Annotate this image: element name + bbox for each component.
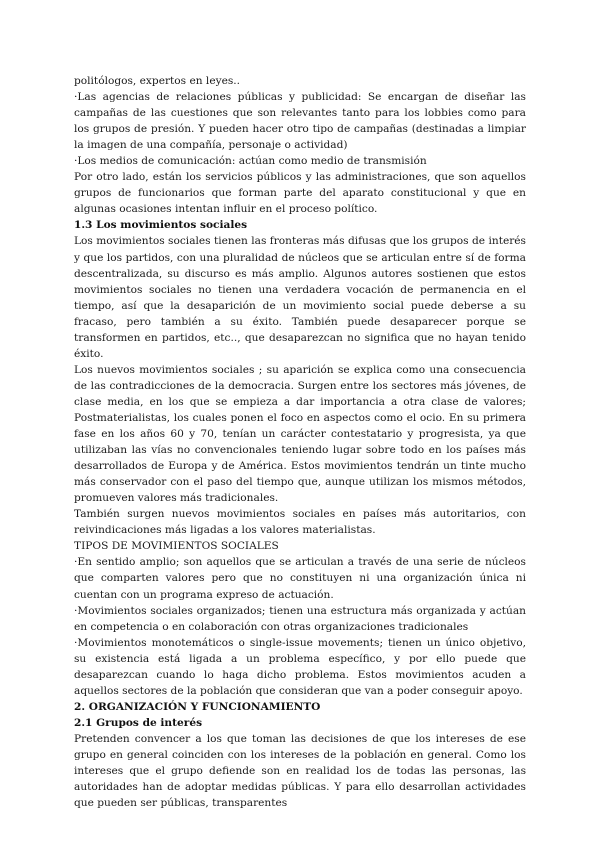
paragraph: ·Las agencias de relaciones públicas y publicidad: Se encargan de diseñar las campañas de las cuestiones que son relevantes tanto para los lobbies como para los grupos de presión. Y pueden hacer otro tipo de campañas (destinadas a limpiar la imagen de una compañía, personaje o actividad): [74, 91, 526, 152]
paragraph: Los nuevos movimientos sociales ; su aparición se explica como una consecuencia de las contradicciones de la democracia. Surgen entre los sectores más jóvenes, de clase media, en los que se empieza a dar importancia a otra clase de valores; Postmaterialistas, los cuales ponen el foco en aspectos como el ocio. En su primera fase en los años 60 y 70, tenían un carácter contestatario y progresista, ya que utilizaban las vías no convencionales teniendo lugar sobre todo en los países más desarrollados de Europa y de América. Estos movimientos tendrán un tinte mucho más conservador con el paso del tiempo que, aunque utilizan los mismos métodos, promueven valores más tradicionales.: [74, 363, 526, 505]
paragraph: También surgen nuevos movimientos sociales en países más autoritarios, con reivindicaciones más ligadas a los valores materialistas.: [74, 508, 526, 537]
subsection-title: TIPOS DE MOVIMIENTOS SOCIALES: [74, 540, 279, 553]
paragraph: Por otro lado, están los servicios públicos y las administraciones, que son aquellos grupos de funcionarios que forman parte del aparato constitucional y que en algunas ocasiones intentan influir en el proceso político.: [74, 171, 526, 216]
paragraph: ·Los medios de comunicación: actúan como medio de transmisión: [74, 155, 427, 168]
paragraph: Los movimientos sociales tienen las fronteras más difusas que los grupos de interés y que los partidos, con una pluralidad de núcleos que se articulan entre sí de forma descentralizada, su discurso es más amplio. Algunos autores sostienen que estos movimientos sociales no tienen una verdadera vocación de permanencia en el tiempo, así que la desaparición de un movimiento social puede deberse a su fracaso, pero también a su éxito. También puede desaparecer porque se transformen en partidos, etc.., que desaparezcan no significa que no hayan tenido éxito.: [74, 235, 526, 360]
section-heading-2: 2. ORGANIZACIÓN Y FUNCIONAMIENTO: [74, 700, 321, 713]
section-heading-1-3: 1.3 Los movimientos sociales: [74, 219, 248, 232]
document-page: [74, 73, 526, 811]
paragraph: ·Movimientos monotemáticos o single-issue movements; tienen un único objetivo, su existencia está ligada a un problema específico, y por ello puede que desaparezcan cuando lo haga dicho problema. Estos movimientos acuden a aquellos sectores de la población que consideran que van a poder conseguir apoyo.: [74, 636, 526, 697]
paragraph: ·Movimientos sociales organizados; tienen una estructura más organizada y actúan en competencia o en colaboración con otras organizaciones tradicionales: [74, 604, 526, 633]
paragraph: Pretenden convencer a los que toman las decisiones de que los intereses de ese grupo en general coinciden con los intereses de la población en general. Como los intereses que el grupo defiende son en realidad los de todas las personas, las autoridades han de adoptar medidas públicas. Y para ello desarrollan actividades que pueden ser públicas, transparentes: [74, 732, 526, 810]
paragraph: politólogos, expertos en leyes..: [74, 75, 241, 87]
paragraph: ·En sentido amplio; son aquellos que se articulan a través de una serie de núcleos que comparten valores pero que no constituyen ni una organización única ni cuentan con un programa expreso de actuación.: [74, 556, 526, 601]
section-heading-2-1: 2.1 Grupos de interés: [74, 716, 203, 729]
